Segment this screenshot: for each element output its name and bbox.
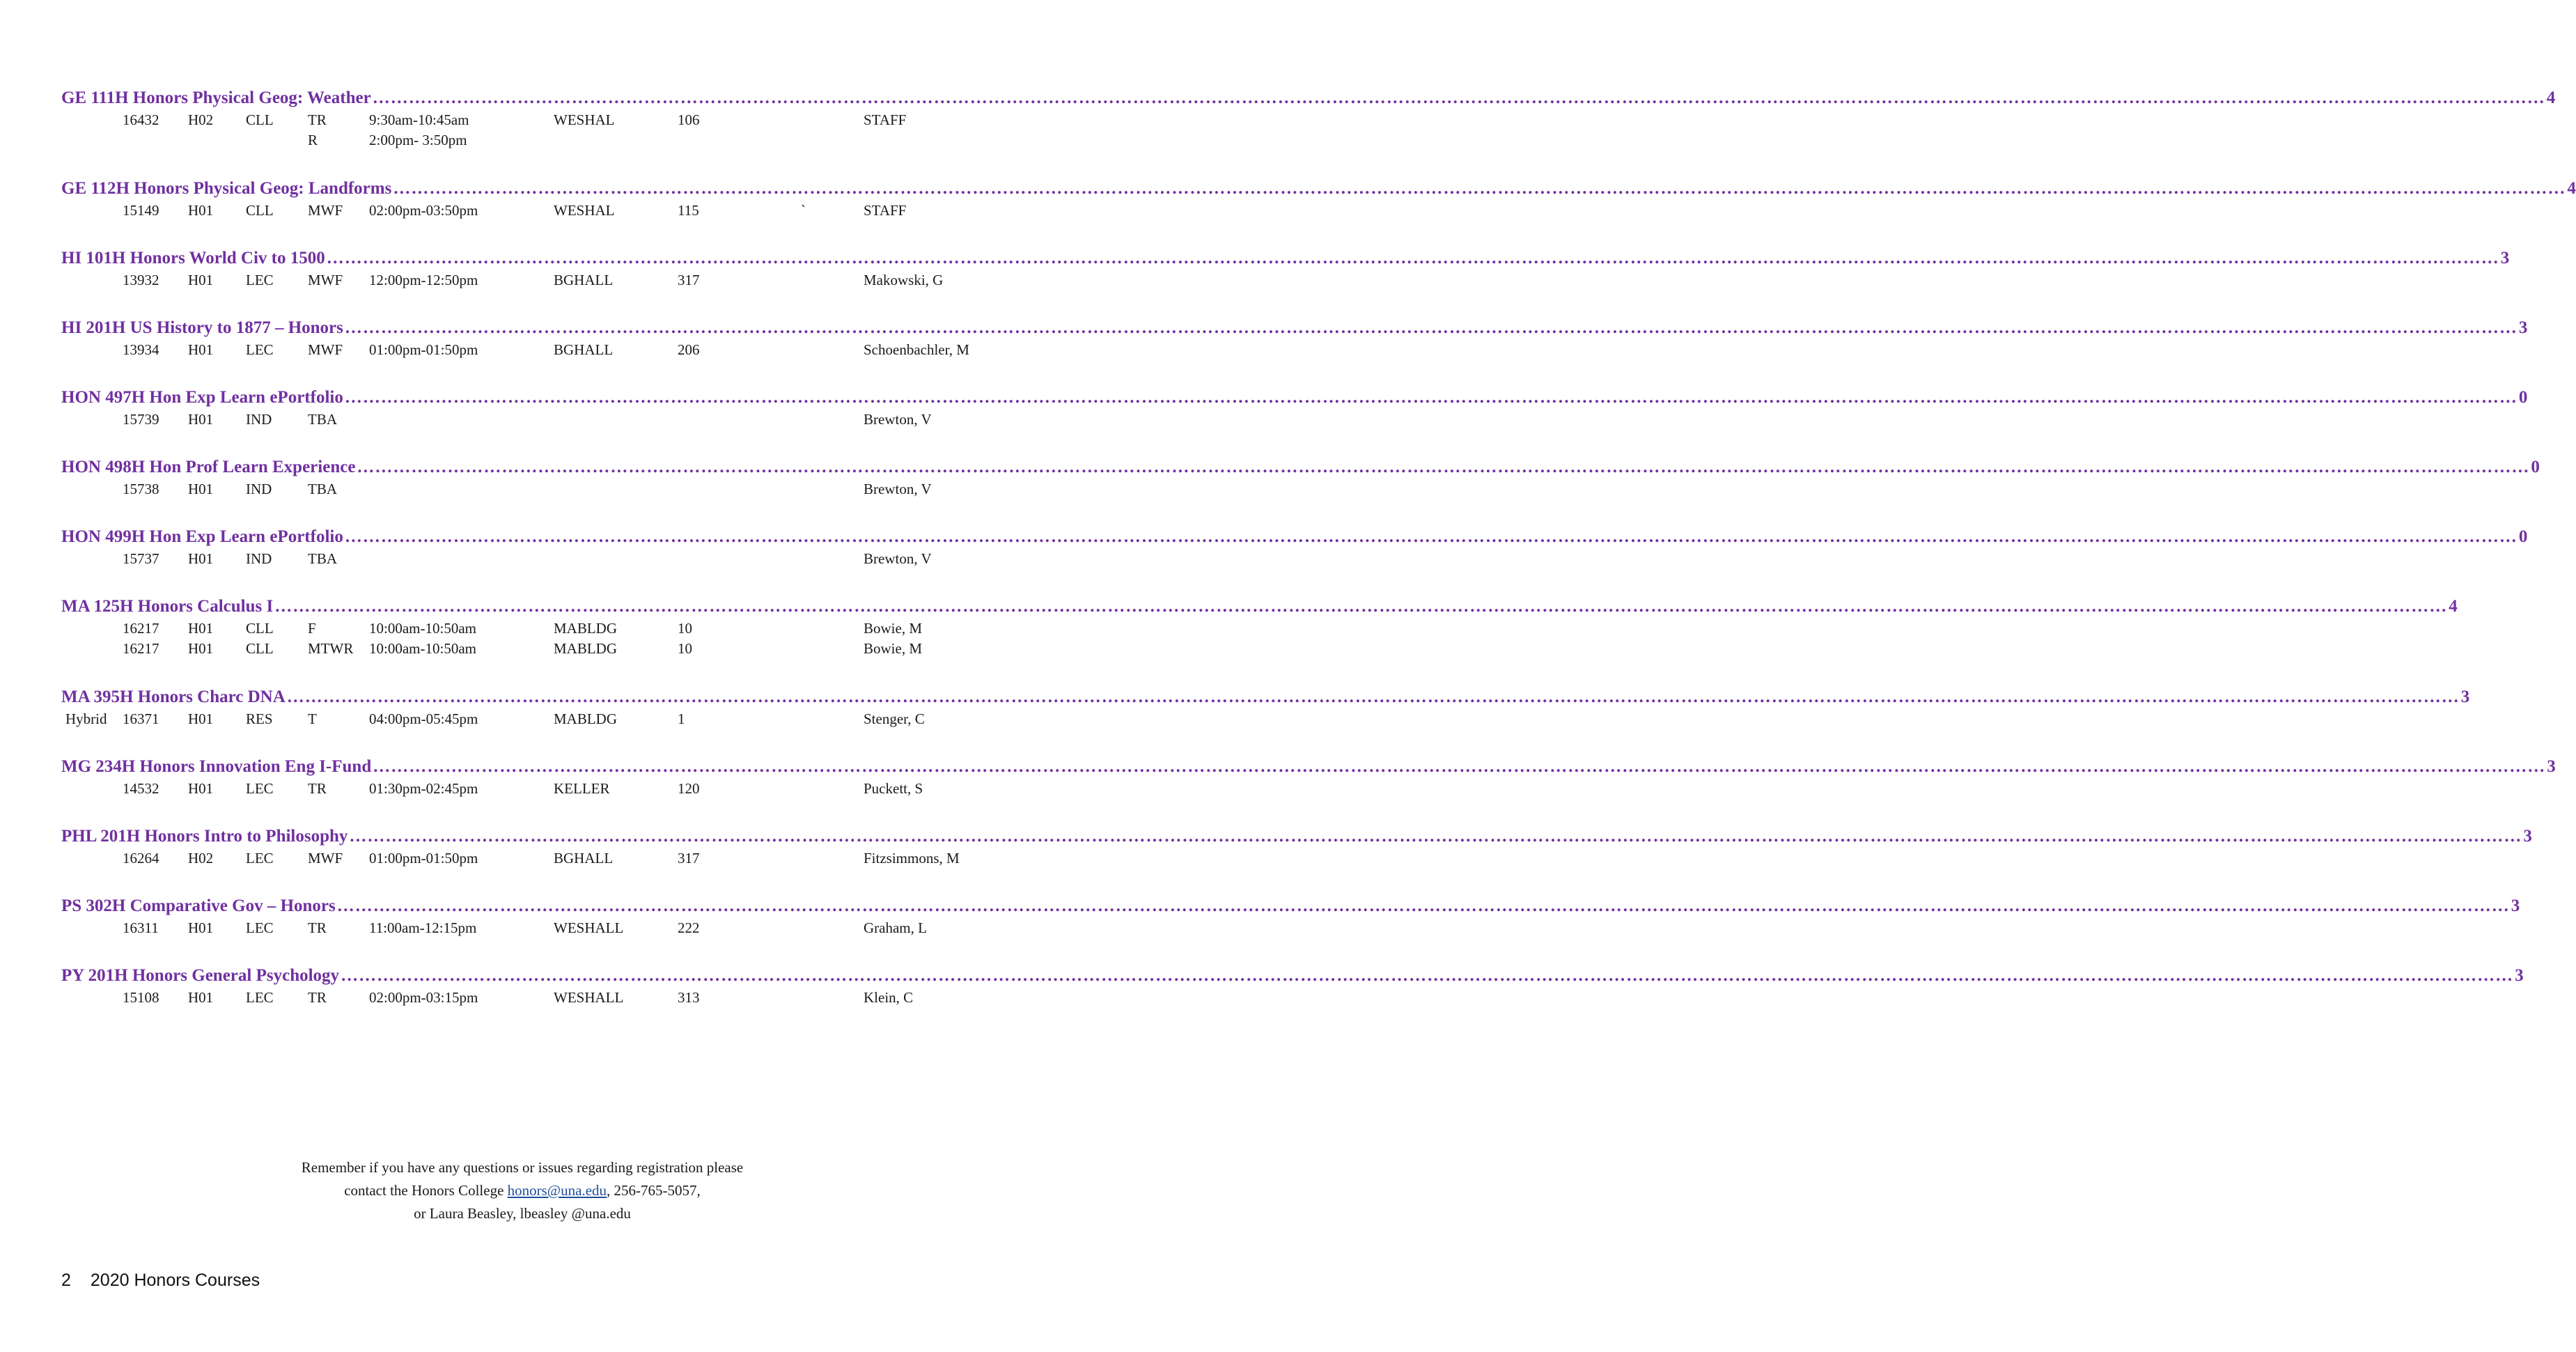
section-type: LEC xyxy=(246,341,274,358)
room: 115 xyxy=(678,202,699,219)
dot-leader: ……………………………………………………………………………………………………………………………………………………………………………………………………………………………………………………………………………………………………………………………… xyxy=(357,458,2530,476)
instructor: Makowski, G xyxy=(864,272,944,288)
building: KELLER xyxy=(554,780,610,797)
note-line-1: Remember if you have any questions or issues regarding registration please xyxy=(301,1159,744,1176)
course-title xyxy=(61,896,2520,919)
credit-hours: 0 xyxy=(2531,458,2540,476)
meeting-days: TBA xyxy=(308,481,337,497)
crn: 16371 xyxy=(123,710,159,727)
building: BGHALL xyxy=(554,272,614,288)
instructor: Stenger, C xyxy=(864,710,925,727)
meeting-time: 04:00pm-05:45pm xyxy=(369,710,478,727)
meeting-days: TR xyxy=(308,780,327,797)
section-type: CLL xyxy=(246,111,274,128)
building: WESHALL xyxy=(554,989,624,1006)
dot-leader: ……………………………………………………………………………………………………………………………………………………………………………………………………………………………………………………………………………………………………………………………… xyxy=(341,966,2514,985)
section-number: H01 xyxy=(188,780,214,797)
section-type: CLL xyxy=(246,202,274,219)
course-name: HI 201H US History to 1877 – Honors xyxy=(61,318,343,337)
dot-leader: ……………………………………………………………………………………………………………………………………………………………………………………………………………………………………………………………………………………………………………………………… xyxy=(274,597,2448,616)
section-row xyxy=(0,780,1045,800)
meeting-time: 01:00pm-01:50pm xyxy=(369,850,478,867)
building: WESHALL xyxy=(554,919,624,936)
course-name: PHL 201H Honors Intro to Philosophy xyxy=(61,827,348,846)
instructor: Schoenbachler, M xyxy=(864,341,969,358)
course-title xyxy=(61,88,2556,111)
section-type: LEC xyxy=(246,919,274,936)
credit-hours: 4 xyxy=(2546,88,2556,107)
instructor: STAFF xyxy=(864,202,907,219)
meeting-time: 01:00pm-01:50pm xyxy=(369,341,478,358)
meeting-time: 2:00pm- 3:50pm xyxy=(369,132,467,148)
instructor: Bowie, M xyxy=(864,620,922,637)
course-title xyxy=(61,179,2576,201)
section-row xyxy=(0,481,1045,500)
note-line-3: or Laura Beasley, lbeasley @una.edu xyxy=(414,1205,631,1222)
course-title xyxy=(61,597,2458,619)
room: 120 xyxy=(678,780,700,797)
meeting-time: 10:00am-10:50am xyxy=(369,620,476,637)
section-row xyxy=(0,620,1045,639)
building: MABLDG xyxy=(554,710,618,727)
section-row xyxy=(0,850,1045,869)
course-name: HON 498H Hon Prof Learn Experience xyxy=(61,458,356,476)
meeting-time: 01:30pm-02:45pm xyxy=(369,780,478,797)
course-title xyxy=(61,966,2524,988)
crn: 16432 xyxy=(123,111,159,128)
credit-hours: 3 xyxy=(2500,249,2510,267)
section-number: H01 xyxy=(188,640,214,657)
credit-hours: 3 xyxy=(2523,827,2532,846)
course-name: HI 101H Honors World Civ to 1500 xyxy=(61,249,325,267)
meeting-days: R xyxy=(308,132,318,148)
crn: 15108 xyxy=(123,989,159,1006)
credit-hours: 3 xyxy=(2547,757,2556,776)
meeting-days: TBA xyxy=(308,550,337,567)
instructor: Brewton, V xyxy=(864,550,932,567)
section-type: LEC xyxy=(246,989,274,1006)
section-type: IND xyxy=(246,481,272,497)
section-row xyxy=(0,710,1045,730)
crn: 15738 xyxy=(123,481,159,497)
course-title xyxy=(61,318,2528,341)
honors-email-link[interactable]: honors@una.edu xyxy=(507,1182,607,1199)
section-row xyxy=(0,550,1045,570)
meeting-days: F xyxy=(308,620,316,637)
credit-hours: 4 xyxy=(2449,597,2458,616)
course-name: GE 111H Honors Physical Geog: Weather xyxy=(61,88,371,107)
building: WESHAL xyxy=(554,202,615,219)
note-line-2 xyxy=(0,1179,1045,1202)
crn: 15149 xyxy=(123,202,159,219)
crn: 13934 xyxy=(123,341,159,358)
meeting-days: TR xyxy=(308,989,327,1006)
section-row xyxy=(0,111,1045,131)
section-number: H01 xyxy=(188,481,214,497)
instructor: Brewton, V xyxy=(864,481,932,497)
section-type: RES xyxy=(246,710,273,727)
course-title xyxy=(61,458,2540,480)
meeting-time: 02:00pm-03:50pm xyxy=(369,202,478,219)
room: 10 xyxy=(678,620,692,637)
meeting-time: 9:30am-10:45am xyxy=(369,111,469,128)
stray-mark: ` xyxy=(801,202,806,219)
meeting-time: 11:00am-12:15pm xyxy=(369,919,477,936)
building: MABLDG xyxy=(554,640,618,657)
section-number: H01 xyxy=(188,550,214,567)
room: 317 xyxy=(678,272,700,288)
section-row xyxy=(0,411,1045,430)
section-row xyxy=(0,272,1045,291)
section-number: H01 xyxy=(188,341,214,358)
dot-leader: ……………………………………………………………………………………………………………………………………………………………………………………………………………………………………………………………………………………………………………………………… xyxy=(373,757,2546,776)
instructor: Brewton, V xyxy=(864,411,932,428)
instructor: Bowie, M xyxy=(864,640,922,657)
instructor: Graham, L xyxy=(864,919,927,936)
instructor: STAFF xyxy=(864,111,907,128)
credit-hours: 4 xyxy=(2567,179,2576,198)
meeting-days: MWF xyxy=(308,272,343,288)
credit-hours: 3 xyxy=(2515,966,2524,985)
meeting-time: 12:00pm-12:50pm xyxy=(369,272,478,288)
meeting-days: TR xyxy=(308,111,327,128)
section-type: CLL xyxy=(246,640,274,657)
building: BGHALL xyxy=(554,341,614,358)
course-name: MG 234H Honors Innovation Eng I-Fund xyxy=(61,757,372,776)
section-number: H01 xyxy=(188,272,214,288)
crn: 16264 xyxy=(123,850,159,867)
dot-leader: ……………………………………………………………………………………………………………………………………………………………………………………………………………………………………………………………………………………………………………………………… xyxy=(326,249,2499,267)
course-title xyxy=(61,757,2556,779)
meeting-time: 10:00am-10:50am xyxy=(369,640,476,657)
building: WESHAL xyxy=(554,111,615,128)
room: 206 xyxy=(678,341,700,358)
section-row xyxy=(0,202,1045,222)
course-name: MA 395H Honors Charc DNA xyxy=(61,687,286,706)
dot-leader: ……………………………………………………………………………………………………………………………………………………………………………………………………………………………………………………………………………………………………………………………… xyxy=(286,687,2460,706)
room: 222 xyxy=(678,919,700,936)
meeting-days: MWF xyxy=(308,850,343,867)
note-line-2-text: contact the Honors College xyxy=(344,1182,508,1199)
building: MABLDG xyxy=(554,620,618,637)
course-name: HON 497H Hon Exp Learn ePortfolio xyxy=(61,388,343,407)
dot-leader: ……………………………………………………………………………………………………………………………………………………………………………………………………………………………………………………………………………………………………………………………… xyxy=(344,388,2518,407)
room: 1 xyxy=(678,710,685,727)
course-title xyxy=(61,687,2470,710)
credit-hours: 3 xyxy=(2460,687,2470,706)
hybrid-label: Hybrid xyxy=(65,710,107,727)
crn: 13932 xyxy=(123,272,159,288)
crn: 14532 xyxy=(123,780,159,797)
section-number: H02 xyxy=(188,850,214,867)
dot-leader: ……………………………………………………………………………………………………………………………………………………………………………………………………………………………………………………………………………………………………………………………… xyxy=(344,527,2518,546)
section-type: LEC xyxy=(246,850,274,867)
course-name: PS 302H Comparative Gov – Honors xyxy=(61,896,336,915)
meeting-time: 02:00pm-03:15pm xyxy=(369,989,478,1006)
page-number: 2 xyxy=(61,1271,71,1290)
section-row xyxy=(0,132,1045,151)
section-row xyxy=(0,341,1045,361)
section-number: H01 xyxy=(188,620,214,637)
page-footer xyxy=(61,1271,260,1296)
dot-leader: ……………………………………………………………………………………………………………………………………………………………………………………………………………………………………………………………………………………………………………………………… xyxy=(349,827,2522,846)
meeting-days: MWF xyxy=(308,202,343,219)
meeting-days: TR xyxy=(308,919,327,936)
room: 106 xyxy=(678,111,700,128)
crn: 15737 xyxy=(123,550,159,567)
meeting-days: T xyxy=(308,710,317,727)
instructor: Fitzsimmons, M xyxy=(864,850,960,867)
section-row xyxy=(0,919,1045,939)
crn: 16217 xyxy=(123,620,159,637)
room: 317 xyxy=(678,850,700,867)
note-line-2-phone: , 256-765-5057, xyxy=(607,1182,701,1199)
credit-hours: 0 xyxy=(2518,388,2528,407)
section-number: H01 xyxy=(188,411,214,428)
section-type: IND xyxy=(246,411,272,428)
credit-hours: 3 xyxy=(2518,318,2528,337)
meeting-days: MWF xyxy=(308,341,343,358)
section-number: H01 xyxy=(188,989,214,1006)
course-name: MA 125H Honors Calculus I xyxy=(61,597,274,616)
course-name: HON 499H Hon Exp Learn ePortfolio xyxy=(61,527,343,546)
section-type: CLL xyxy=(246,620,274,637)
course-title xyxy=(61,827,2532,849)
meeting-days: MTWR xyxy=(308,640,354,657)
course-title xyxy=(61,388,2528,410)
course-title xyxy=(61,249,2510,271)
credit-hours: 0 xyxy=(2518,527,2528,546)
crn: 16217 xyxy=(123,640,159,657)
dot-leader: ……………………………………………………………………………………………………………………………………………………………………………………………………………………………………………………………………………………………………………………………… xyxy=(344,318,2518,337)
crn: 16311 xyxy=(123,919,159,936)
meeting-days: TBA xyxy=(308,411,337,428)
course-title xyxy=(61,527,2528,550)
room: 10 xyxy=(678,640,692,657)
crn: 15739 xyxy=(123,411,159,428)
section-number: H01 xyxy=(188,710,214,727)
course-name: PY 201H Honors General Psychology xyxy=(61,966,340,985)
dot-leader: ……………………………………………………………………………………………………………………………………………………………………………………………………………………………………………………………………………………………………………………………… xyxy=(372,88,2545,107)
building: BGHALL xyxy=(554,850,614,867)
section-row xyxy=(0,640,1045,660)
dot-leader: ……………………………………………………………………………………………………………………………………………………………………………………………………………………………………………………………………………………………………………………………… xyxy=(336,896,2510,915)
dot-leader: ……………………………………………………………………………………………………………………………………………………………………………………………………………………………………………………………………………………………………………………………… xyxy=(393,179,2566,198)
instructor: Klein, C xyxy=(864,989,914,1006)
instructor: Puckett, S xyxy=(864,780,923,797)
credit-hours: 3 xyxy=(2511,896,2520,915)
footer-title: 2020 Honors Courses xyxy=(90,1271,260,1290)
section-type: LEC xyxy=(246,272,274,288)
room: 313 xyxy=(678,989,700,1006)
registration-note xyxy=(0,1156,1045,1225)
section-row xyxy=(0,989,1045,1009)
course-name: GE 112H Honors Physical Geog: Landforms xyxy=(61,179,392,198)
section-type: LEC xyxy=(246,780,274,797)
section-type: IND xyxy=(246,550,272,567)
section-number: H01 xyxy=(188,202,214,219)
section-number: H02 xyxy=(188,111,214,128)
section-number: H01 xyxy=(188,919,214,936)
